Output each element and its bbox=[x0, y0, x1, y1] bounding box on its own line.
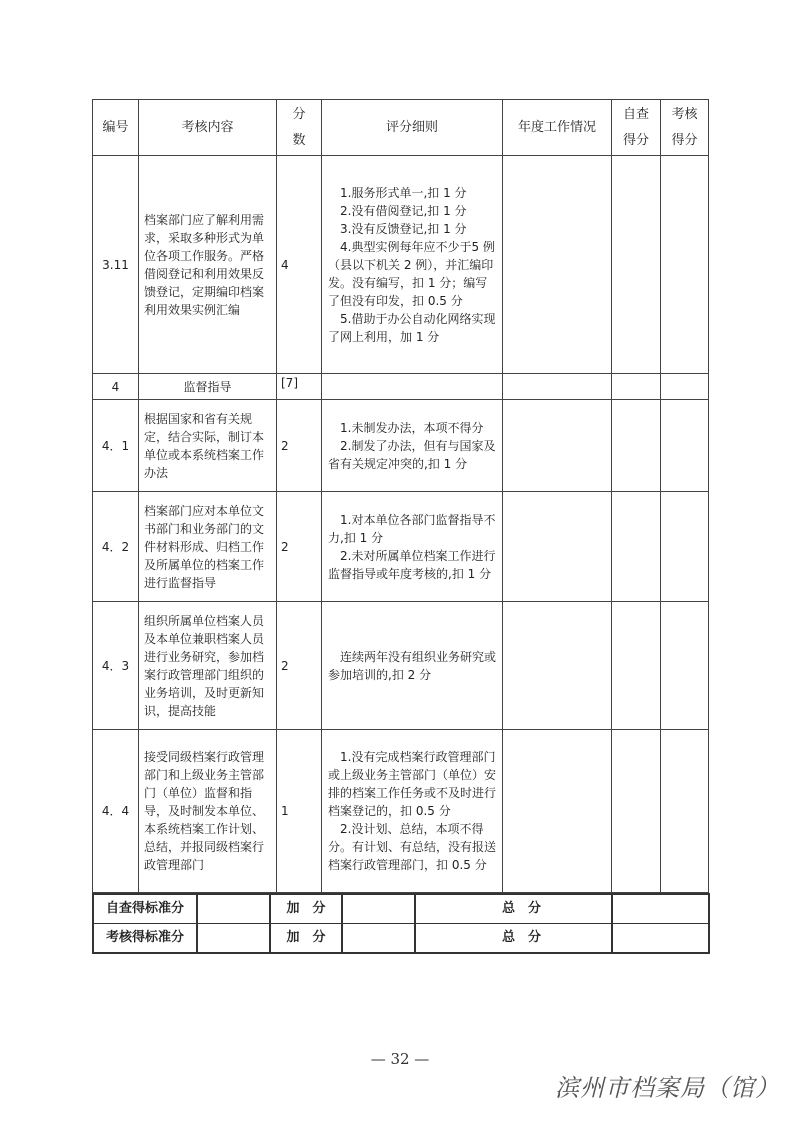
header-self-line1: 自查 bbox=[622, 106, 649, 122]
row-annual[interactable] bbox=[503, 156, 612, 374]
self-bonus-value[interactable] bbox=[342, 894, 415, 924]
row-check-score[interactable] bbox=[661, 602, 709, 730]
header-row bbox=[93, 100, 709, 156]
row-content: 组织所属单位档案人员及本单位兼职档案人员进行业务研究，参加档案行政管理部门组织的业务培训，及时更新知识，提高技能 bbox=[139, 602, 277, 730]
row-no: 4．3 bbox=[93, 602, 139, 730]
header-check-line2: 得分 bbox=[671, 132, 698, 148]
row-self-score[interactable] bbox=[612, 400, 661, 492]
check-total-value[interactable] bbox=[612, 924, 709, 954]
row-self-score[interactable] bbox=[612, 492, 661, 602]
row-content: 根据国家和省有关规定，结合实际，制订本单位或本系统档案工作办法 bbox=[139, 400, 277, 492]
rule-item: 连续两年没有组织业务研究或参加培训的,扣 2 分 bbox=[328, 649, 497, 682]
rule-item: 2.没计划、总结，本项不得分。有计划、有总结，没有报送档案行政管理部门，扣 0.5 分 bbox=[328, 822, 497, 872]
row-annual[interactable] bbox=[503, 730, 612, 893]
header-rules: 评分细则 bbox=[322, 100, 503, 156]
row-check-score[interactable] bbox=[661, 492, 709, 602]
row-self-score[interactable] bbox=[612, 374, 661, 400]
score-summary-table bbox=[92, 893, 710, 954]
row-no: 4．1 bbox=[93, 400, 139, 492]
rule-item: 2.制发了办法，但有与国家及省有关规定冲突的,扣 1 分 bbox=[328, 438, 496, 471]
header-check-line1: 考核 bbox=[671, 106, 698, 122]
self-standard-value[interactable] bbox=[197, 894, 270, 924]
self-total-value[interactable] bbox=[612, 894, 709, 924]
row-check-score[interactable] bbox=[661, 400, 709, 492]
header-no: 编号 bbox=[93, 100, 139, 156]
header-content: 考核内容 bbox=[139, 100, 277, 156]
row-annual[interactable] bbox=[503, 400, 612, 492]
header-self bbox=[612, 100, 661, 156]
self-summary-row bbox=[93, 894, 709, 924]
rule-item: 3.没有反馈登记,扣 1 分 bbox=[340, 221, 467, 236]
row-check-score[interactable] bbox=[661, 730, 709, 893]
rule-item: 2.没有借阅登记,扣 1 分 bbox=[340, 203, 467, 218]
table-row bbox=[93, 400, 709, 492]
header-score bbox=[277, 100, 322, 156]
row-check-score[interactable] bbox=[661, 374, 709, 400]
table-row bbox=[93, 492, 709, 602]
header-score-line1: 分 bbox=[292, 106, 306, 122]
row-rules bbox=[322, 730, 503, 893]
row-score: [7] bbox=[277, 374, 322, 400]
row-content: 档案部门应对本单位文书部门和业务部门的文件材料形成、归档工作及所属单位的档案工作进行监督指导 bbox=[139, 492, 277, 602]
page-number: — 32 — bbox=[370, 1050, 430, 1068]
rule-item: 2.未对所属单位档案工作进行监督指导或年度考核的,扣 1 分 bbox=[328, 548, 496, 581]
row-annual[interactable] bbox=[503, 492, 612, 602]
row-rules bbox=[322, 374, 503, 400]
row-self-score[interactable] bbox=[612, 730, 661, 893]
row-content: 档案部门应了解利用需求，采取多种形式为单位各项工作服务。严格借阅登记和利用效果反馈登记，定期编印档案利用效果实例汇编 bbox=[139, 156, 277, 374]
self-bonus-label: 加 分 bbox=[270, 894, 342, 924]
row-self-score[interactable] bbox=[612, 602, 661, 730]
row-score: 1 bbox=[277, 730, 322, 893]
check-standard-value[interactable] bbox=[197, 924, 270, 954]
row-check-score[interactable] bbox=[661, 156, 709, 374]
row-no: 4．2 bbox=[93, 492, 139, 602]
check-total-label: 总 分 bbox=[415, 924, 612, 954]
row-no: 4 bbox=[93, 374, 139, 400]
row-rules bbox=[322, 602, 503, 730]
check-bonus-value[interactable] bbox=[342, 924, 415, 954]
rule-item: 4.典型实例每年应不少于5 例（县以下机关 2 例），并汇编印发。没有编写，扣 1 分；编写了但没有印发，扣 0.5 分 bbox=[328, 239, 495, 308]
row-score: 2 bbox=[277, 400, 322, 492]
check-bonus-label: 加 分 bbox=[270, 924, 342, 954]
watermark-text: 滨州市档案局（馆） bbox=[555, 1074, 780, 1102]
rule-item: 1.服务形式单一,扣 1 分 bbox=[340, 185, 467, 200]
table-row bbox=[93, 374, 709, 400]
row-annual[interactable] bbox=[503, 374, 612, 400]
row-score: 4 bbox=[277, 156, 322, 374]
row-score: 2 bbox=[277, 492, 322, 602]
header-score-line2: 数 bbox=[292, 132, 306, 148]
row-rules bbox=[322, 492, 503, 602]
row-no: 3.11 bbox=[93, 156, 139, 374]
self-total-label: 总 分 bbox=[415, 894, 612, 924]
rule-item: 1.对本单位各部门监督指导不力,扣 1 分 bbox=[328, 512, 496, 545]
evaluation-table bbox=[92, 99, 709, 893]
row-content: 接受同级档案行政管理部门和上级业务主管部门（单位）监督和指导，及时制发本单位、本系统档案工作计划、总结，并报同级档案行政管理部门 bbox=[139, 730, 277, 893]
rule-item: 1.未制发办法，本项不得分 bbox=[340, 420, 484, 435]
row-annual[interactable] bbox=[503, 602, 612, 730]
self-standard-label: 自查得标准分 bbox=[93, 894, 197, 924]
row-score: 2 bbox=[277, 602, 322, 730]
check-summary-row bbox=[93, 924, 709, 954]
row-rules bbox=[322, 400, 503, 492]
rule-item: 1.没有完成档案行政管理部门或上级业务主管部门（单位）安排的档案工作任务或不及时进行档案登记的，扣 0.5 分 bbox=[328, 750, 497, 818]
row-self-score[interactable] bbox=[612, 156, 661, 374]
check-standard-label: 考核得标准分 bbox=[93, 924, 197, 954]
table-row bbox=[93, 730, 709, 893]
row-no: 4．4 bbox=[93, 730, 139, 893]
header-self-line2: 得分 bbox=[622, 132, 649, 148]
row-rules bbox=[322, 156, 503, 374]
row-content: 监督指导 bbox=[139, 374, 277, 400]
table-row bbox=[93, 156, 709, 374]
header-check bbox=[661, 100, 709, 156]
rule-item: 5.借助于办公自动化网络实现了网上利用，加 1 分 bbox=[328, 311, 496, 344]
table-row bbox=[93, 602, 709, 730]
header-annual: 年度工作情况 bbox=[503, 100, 612, 156]
